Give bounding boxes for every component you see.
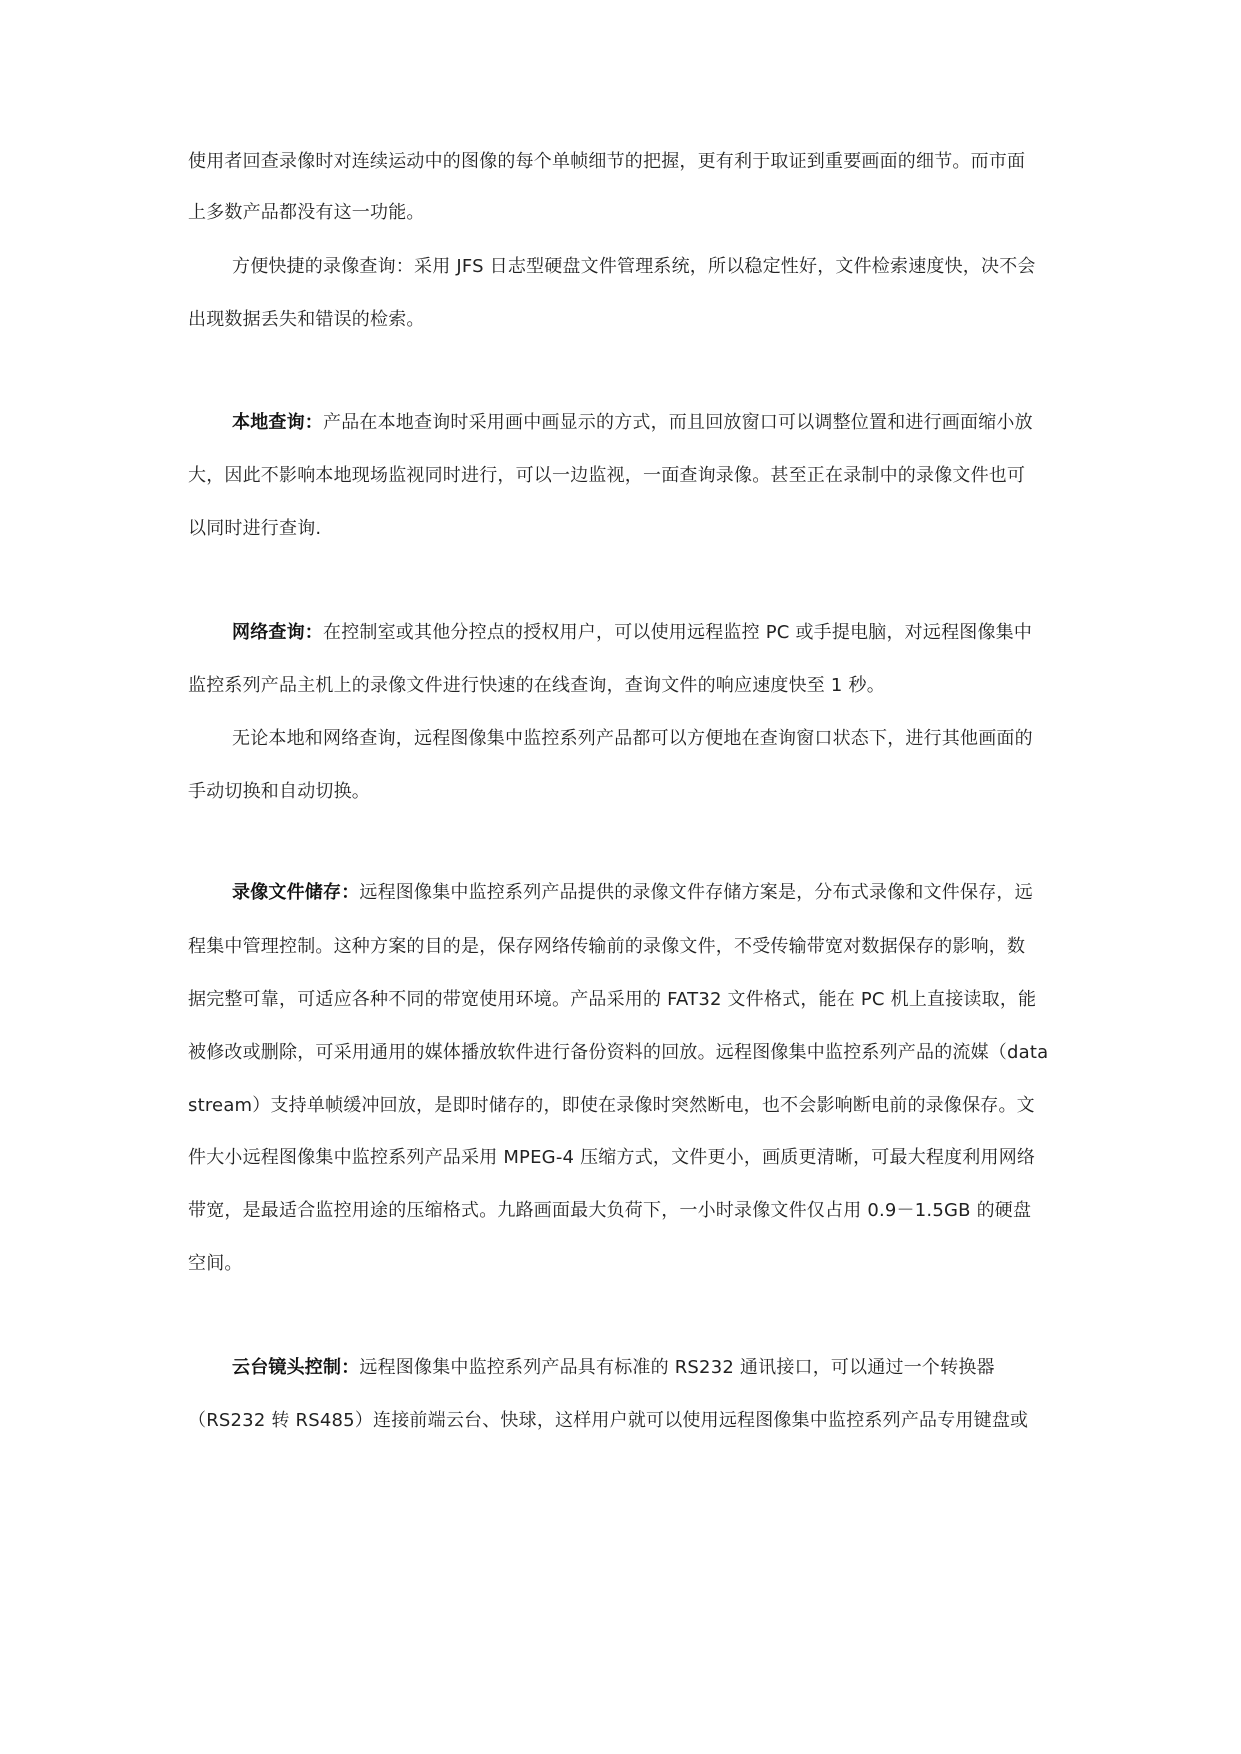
paragraph-line: 空间。 [188,1253,243,1274]
paragraph-line: 带宽，是最适合监控用途的压缩格式。九路画面最大负荷下，一小时录像文件仅占用 0.9－1.5GB 的硬盘 [188,1200,1032,1221]
paragraph-line: 无论本地和网络查询，远程图像集中监控系列产品都可以方便地在查询窗口状态下，进行其他画面的 [232,728,1033,749]
network-query-heading: 网络查询： [232,622,323,643]
paragraph-line: （RS232 转 RS485）连接前端云台、快球，这样用户就可以使用远程图像集中监控系列产品专用键盘或 [188,1410,1029,1431]
paragraph-line: 以同时进行查询. [188,518,322,539]
paragraph-line: 手动切换和自动切换。 [188,781,370,802]
paragraph-text: 远程图像集中监控系列产品具有标准的 RS232 通讯接口，可以通过一个转换器 [359,1357,995,1378]
paragraph-line: 出现数据丢失和错误的检索。 [188,309,425,330]
paragraph-text: 产品在本地查询时采用画中画显示的方式，而且回放窗口可以调整位置和进行画面缩小放 [323,412,1033,433]
paragraph-line: 上多数产品都没有这一功能。 [188,202,425,223]
paragraph-line: 被修改或删除，可采用通用的媒体播放软件进行备份资料的回放。远程图像集中监控系列产品的流媒（data [188,1042,1049,1063]
paragraph-line: 程集中管理控制。这种方案的目的是，保存网络传输前的录像文件，不受传输带宽对数据保存的影响，数 [188,936,1026,957]
local-query-paragraph [232,411,1033,435]
ptz-control-heading: 云台镜头控制： [232,1357,360,1378]
file-storage-paragraph [232,881,1033,905]
paragraph-line: 件大小远程图像集中监控系列产品采用 MPEG-4 压缩方式，文件更小，画质更清晰，可最大程度利用网络 [188,1147,1036,1168]
network-query-paragraph [232,621,1032,645]
ptz-control-paragraph [232,1356,995,1380]
paragraph-line: 监控系列产品主机上的录像文件进行快速的在线查询，查询文件的响应速度快至 1 秒。 [188,675,885,696]
paragraph-line: 据完整可靠，可适应各种不同的带宽使用环境。产品采用的 FAT32 文件格式，能在 PC 机上直接读取，能 [188,989,1037,1010]
file-storage-heading: 录像文件储存： [232,882,360,903]
paragraph-text: 在控制室或其他分控点的授权用户，可以使用远程监控 PC 或手提电脑，对远程图像集中 [323,622,1033,643]
paragraph-line: 使用者回查录像时对连续运动中的图像的每个单帧细节的把握，更有利于取证到重要画面的细节。而市面 [188,151,1026,172]
local-query-heading: 本地查询： [232,412,323,433]
paragraph-line: stream）支持单帧缓冲回放，是即时储存的，即使在录像时突然断电，也不会影响断电前的录像保存。文 [188,1095,1035,1116]
paragraph-line: 方便快捷的录像查询：采用 JFS 日志型硬盘文件管理系统，所以稳定性好，文件检索速度快，决不会 [232,256,1036,277]
paragraph-text: 远程图像集中监控系列产品提供的录像文件存储方案是，分布式录像和文件保存，远 [359,882,1033,903]
paragraph-line: 大，因此不影响本地现场监视同时进行，可以一边监视，一面查询录像。甚至正在录制中的录像文件也可 [188,465,1026,486]
